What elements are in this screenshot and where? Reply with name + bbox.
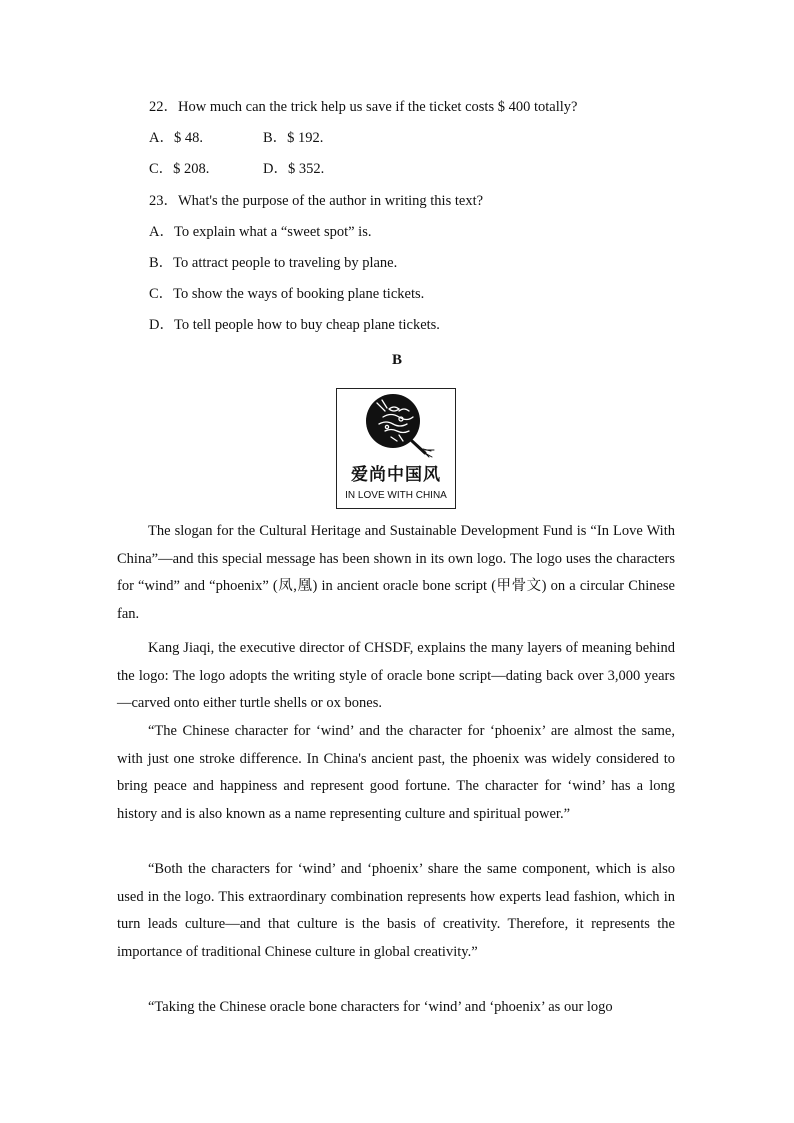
paragraph-3: “The Chinese character for ‘wind’ and the character for ‘phoenix’ are almost the same, with just one stroke difference. In China's ancient past, the phoenix was widely considered to bring peace and happiness and represent good fortune. The character for ‘wind’ has a long history and is also known as a name representing culture and spiritual power.” (117, 723, 675, 822)
logo-chinese-text: 爱尚中国风 (351, 465, 441, 485)
section-heading: B (391, 352, 402, 368)
question-22-option-a: A．$ 48. (149, 130, 203, 146)
logo-english-text: IN LOVE WITH CHINA (345, 490, 447, 501)
paragraph-4: “Both the characters for ‘wind’ and ‘phoenix’ share the same component, which is also used in the logo. This extraordinary combination represents how experts lead fashion, which in turn leads culture—and that culture is the basis of creativity. Therefore, it represents the importance of traditional Chinese culture in global creativity.” (117, 861, 675, 960)
paragraph-1: The slogan for the Cultural Heritage and Sustainable Development Fund is “In Love With China”—and this special message has been shown in its own logo. The logo uses the characters for “wind” and “phoenix” (凤,凰) in ancient oracle bone script (甲骨文) on a circular Chinese fan. (117, 523, 675, 622)
question-23-option-a: A．To explain what a “sweet spot” is. (149, 224, 372, 240)
question-23-option-d: D．To tell people how to buy cheap plane tickets. (149, 317, 440, 333)
question-22-stem: 22．How much can the trick help us save if the ticket costs $ 400 totally? (149, 99, 578, 115)
fund-logo (336, 388, 456, 509)
question-23-stem: 23．What's the purpose of the author in writing this text? (149, 193, 484, 209)
paragraph-2: Kang Jiaqi, the executive director of CHSDF, explains the many layers of meaning behind the logo: The logo adopts the writing style of oracle bone script—dating back over 3,000 years—carved onto either turtle shells or ox bones. (117, 640, 675, 712)
question-22-option-c: C．$ 208. (149, 161, 210, 177)
question-23-option-b: B．To attract people to traveling by plane. (149, 255, 398, 271)
oracle-fan-icon (337, 389, 455, 459)
question-22-option-d: D．$ 352. (263, 161, 325, 177)
question-23-option-c: C．To show the ways of booking plane tickets. (149, 286, 425, 302)
question-22-option-b: B．$ 192. (263, 130, 324, 146)
paragraph-5: “Taking the Chinese oracle bone characters for ‘wind’ and ‘phoenix’ as our logo (148, 999, 613, 1015)
